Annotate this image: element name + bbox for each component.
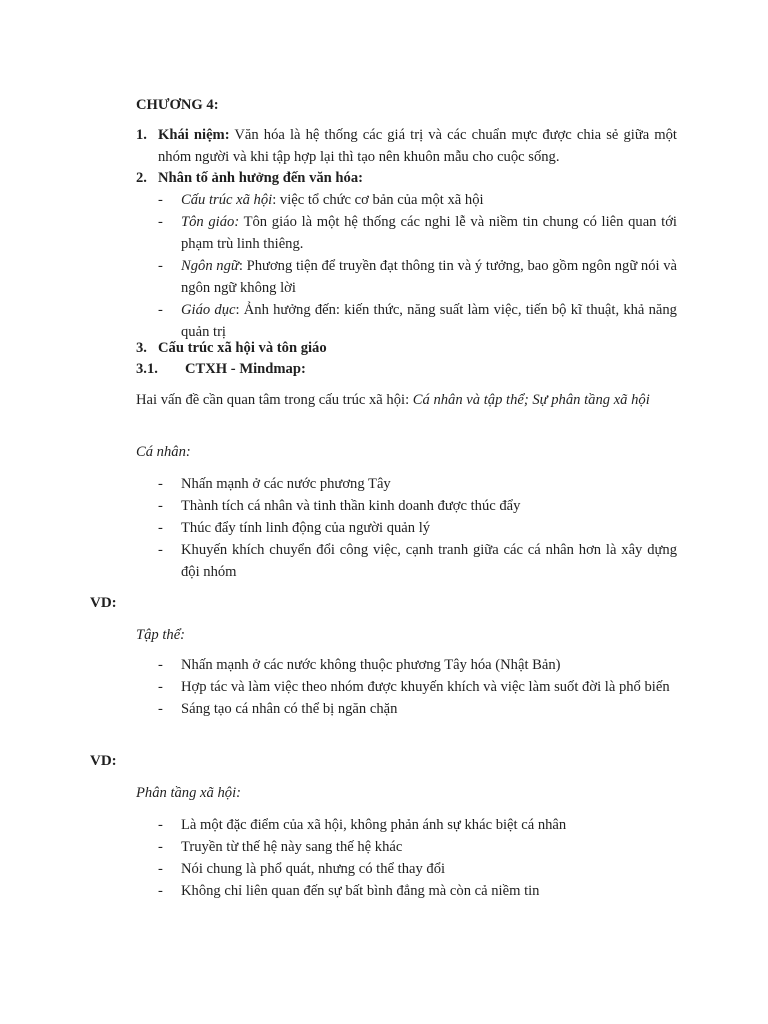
dash-marker: - xyxy=(158,258,163,274)
stratification-heading: Phân tầng xã hội: xyxy=(136,785,241,801)
dash-marker: - xyxy=(158,817,163,833)
chapter-title: CHƯƠNG 4: xyxy=(136,97,219,113)
section-1 xyxy=(136,124,677,168)
section-1-text: Văn hóa là hệ thống các giá trị và các chuẩn mực được chia sẻ giữa một nhóm người và khi tập hợp lại thì tạo nên khuôn mẫu cho cuộc sống. xyxy=(158,127,677,165)
list-item xyxy=(136,814,677,836)
dash-marker: - xyxy=(158,701,163,717)
list-item-text: Nói chung là phổ quát, nhưng có thể thay đổi xyxy=(181,861,446,877)
list-item-text: Là một đặc điểm của xã hội, không phản ánh sự khác biệt cá nhân xyxy=(181,817,567,833)
list-item xyxy=(136,473,677,495)
dash-marker: - xyxy=(158,520,163,536)
factor-term: Cấu trúc xã hội xyxy=(181,192,273,208)
list-item xyxy=(136,495,677,517)
section-2 xyxy=(136,167,677,343)
section-1-term: Khái niệm: xyxy=(158,127,230,143)
list-item-text: Khuyến khích chuyển đổi công việc, cạnh tranh giữa các cá nhân hơn là xây dựng đội nhóm xyxy=(181,542,677,580)
section-1-paragraph xyxy=(158,124,677,168)
dash-marker: - xyxy=(158,839,163,855)
factor-term: Tôn giáo: xyxy=(181,214,240,230)
section-3-title: Cấu trúc xã hội và tôn giáo xyxy=(158,340,327,356)
list-item xyxy=(136,654,677,676)
factor-sep: : xyxy=(235,302,244,318)
factor-sep: : xyxy=(272,192,280,208)
list-item-text: Sáng tạo cá nhân có thể bị ngăn chặn xyxy=(181,701,398,717)
list-item-text: Nhấn mạnh ở các nước không thuộc phương Tây hóa (Nhật Bản) xyxy=(181,657,561,673)
factor-term: Giáo dục xyxy=(181,302,236,318)
collective-heading: Tập thể: xyxy=(136,627,186,643)
individual-heading: Cá nhân: xyxy=(136,444,191,460)
dash-marker: - xyxy=(158,861,163,877)
list-item-text: Hợp tác và làm việc theo nhóm được khuyến khích và việc làm suốt đời là phổ biến xyxy=(181,679,670,695)
dash-marker: - xyxy=(158,657,163,673)
dash-marker: - xyxy=(158,302,163,318)
factor-item xyxy=(136,189,677,211)
dash-marker: - xyxy=(158,476,163,492)
section-2-title: Nhân tố ảnh hưởng đến văn hóa: xyxy=(158,170,364,186)
list-item-text: Nhấn mạnh ở các nước phương Tây xyxy=(181,476,391,492)
dash-marker: - xyxy=(158,883,163,899)
factor-list xyxy=(136,189,677,343)
dash-marker: - xyxy=(158,542,163,558)
list-item-text: Truyền từ thế hệ này sang thế hệ khác xyxy=(181,839,403,855)
factor-sep: : xyxy=(238,258,247,274)
section-2-number: 2. xyxy=(136,170,147,186)
list-item xyxy=(136,517,677,539)
intro-emphasis: Cá nhân và tập thể; Sự phân tầng xã hội xyxy=(412,392,650,408)
dash-marker: - xyxy=(158,679,163,695)
factor-text: Ảnh hưởng đến: kiến thức, năng suất làm việc, tiến bộ kĩ thuật, khả năng quản trị xyxy=(181,302,677,340)
dash-marker: - xyxy=(158,498,163,514)
factor-text: Tôn giáo là một hệ thống các nghi lễ và niềm tin chung có liên quan tới phạm trù linh thiêng. xyxy=(181,214,677,252)
list-item-text: Không chỉ liên quan đến sự bất bình đẳng mà còn cả niềm tin xyxy=(181,883,540,899)
intro-paragraph xyxy=(136,389,677,411)
list-item xyxy=(136,698,677,720)
stratification-list xyxy=(136,814,677,902)
list-item-text: Thúc đẩy tính linh động của người quản lý xyxy=(181,520,431,536)
individual-list xyxy=(136,473,677,583)
example-label: VD: xyxy=(90,595,117,611)
factor-text: Phương tiện để truyền đạt thông tin và ý tưởng, bao gồm ngôn ngữ nói và ngôn ngữ không lời xyxy=(181,258,678,296)
section-1-number: 1. xyxy=(136,127,147,143)
list-item xyxy=(136,539,677,583)
section-3-number: 3. xyxy=(136,340,147,356)
list-item xyxy=(136,858,677,880)
list-item-text: Thành tích cá nhân và tinh thần kinh doanh được thúc đẩy xyxy=(181,498,521,514)
section-3-1-title: CTXH - Mindmap: xyxy=(185,361,306,377)
list-item xyxy=(136,676,677,698)
dash-marker: - xyxy=(158,214,163,230)
list-item xyxy=(136,836,677,858)
list-item xyxy=(136,880,677,902)
section-3-1-heading xyxy=(136,358,677,380)
collective-list xyxy=(136,654,677,720)
example-label: VD: xyxy=(90,753,117,769)
factor-term: Ngôn ngữ xyxy=(181,258,239,274)
factor-item xyxy=(136,211,677,255)
factor-item xyxy=(136,255,677,299)
section-3-heading xyxy=(136,337,677,359)
intro-text: Hai vấn đề cần quan tâm trong cấu trúc xã hội: xyxy=(136,392,413,408)
section-3-1-number: 3.1. xyxy=(136,361,158,377)
dash-marker: - xyxy=(158,192,163,208)
factor-text: việc tổ chức cơ bản của một xã hội xyxy=(279,192,484,208)
